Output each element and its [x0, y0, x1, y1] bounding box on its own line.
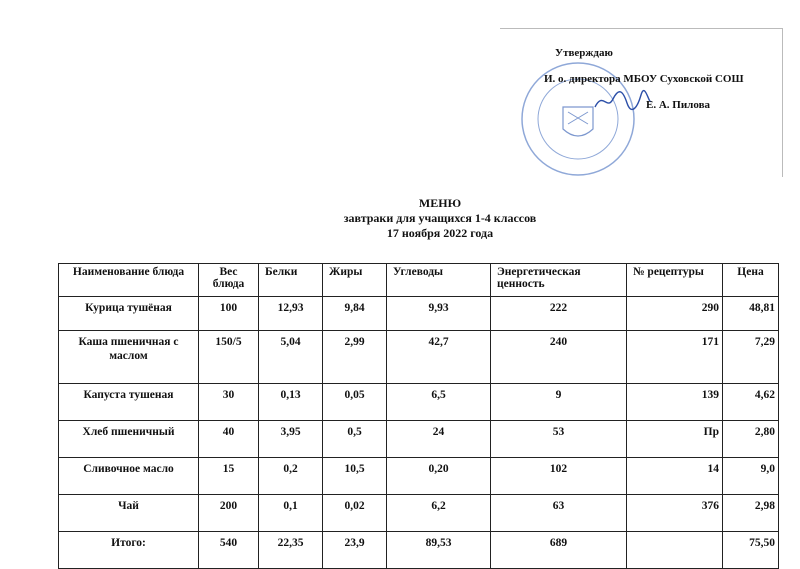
dish-price: 9,0 — [723, 458, 779, 495]
dish-weight: 150/5 — [199, 331, 259, 384]
total-proteins: 22,35 — [259, 532, 323, 569]
dish-name: Сливочное масло — [59, 458, 199, 495]
table-total-row — [59, 532, 779, 569]
dish-carbs: 9,93 — [387, 297, 491, 331]
dish-recipe: 14 — [627, 458, 723, 495]
dish-fats: 9,84 — [323, 297, 387, 331]
dish-weight: 15 — [199, 458, 259, 495]
dish-fats: 2,99 — [323, 331, 387, 384]
dish-recipe: 139 — [627, 384, 723, 421]
table-header-row — [59, 264, 779, 297]
dish-energy: 53 — [491, 421, 627, 458]
dish-proteins: 5,04 — [259, 331, 323, 384]
dish-proteins: 0,1 — [259, 495, 323, 532]
approval-block — [500, 28, 783, 177]
dish-fats: 0,5 — [323, 421, 387, 458]
dish-carbs: 42,7 — [387, 331, 491, 384]
table-row — [59, 495, 779, 532]
table-row — [59, 384, 779, 421]
dish-weight: 200 — [199, 495, 259, 532]
table-row — [59, 458, 779, 495]
dish-proteins: 3,95 — [259, 421, 323, 458]
menu-subtitle: завтраки для учащихся 1-4 классов — [343, 211, 537, 225]
dish-price: 4,62 — [723, 384, 779, 421]
dish-price: 7,29 — [723, 331, 779, 384]
dish-energy: 240 — [491, 331, 627, 384]
dish-proteins: 0,2 — [259, 458, 323, 495]
approval-line-2: И. о. директора МБОУ Суховской СОШ — [544, 73, 744, 85]
dish-recipe: 290 — [627, 297, 723, 331]
dish-weight: 30 — [199, 384, 259, 421]
dish-price: 2,98 — [723, 495, 779, 532]
menu-heading — [0, 196, 800, 241]
table-row — [59, 421, 779, 458]
dish-carbs: 24 — [387, 421, 491, 458]
dish-energy: 9 — [491, 384, 627, 421]
col-header-name: Наименование блюда — [59, 264, 199, 297]
dish-name: Каша пшеничная с маслом — [59, 331, 199, 384]
menu-title: МЕНЮ — [418, 196, 462, 210]
dish-name: Капуста тушеная — [59, 384, 199, 421]
dish-proteins: 12,93 — [259, 297, 323, 331]
menu-date: 17 ноября 2022 года — [386, 226, 494, 240]
dish-energy: 63 — [491, 495, 627, 532]
dish-recipe: Пр — [627, 421, 723, 458]
dish-fats: 0,05 — [323, 384, 387, 421]
dish-fats: 10,5 — [323, 458, 387, 495]
dish-fats: 0,02 — [323, 495, 387, 532]
dish-price: 2,80 — [723, 421, 779, 458]
col-header-price: Цена — [723, 264, 779, 297]
dish-weight: 100 — [199, 297, 259, 331]
dish-carbs: 6,2 — [387, 495, 491, 532]
col-header-fats: Жиры — [323, 264, 387, 297]
col-header-proteins: Белки — [259, 264, 323, 297]
total-carbs: 89,53 — [387, 532, 491, 569]
dish-name: Курица тушёная — [59, 297, 199, 331]
total-energy: 689 — [491, 532, 627, 569]
col-header-carbs: Углеводы — [387, 264, 491, 297]
dish-recipe: 376 — [627, 495, 723, 532]
dish-proteins: 0,13 — [259, 384, 323, 421]
total-recipe — [627, 532, 723, 569]
col-header-recipe: № рецептуры — [627, 264, 723, 297]
total-weight: 540 — [199, 532, 259, 569]
total-label: Итого: — [59, 532, 199, 569]
dish-energy: 222 — [491, 297, 627, 331]
col-header-energy: Энергетическая ценность — [491, 264, 627, 297]
dish-energy: 102 — [491, 458, 627, 495]
menu-table — [58, 263, 779, 569]
dish-recipe: 171 — [627, 331, 723, 384]
approval-line-1: Утверждаю — [555, 47, 613, 59]
total-fats: 23,9 — [323, 532, 387, 569]
dish-carbs: 6,5 — [387, 384, 491, 421]
dish-weight: 40 — [199, 421, 259, 458]
dish-price: 48,81 — [723, 297, 779, 331]
table-row — [59, 331, 779, 384]
approval-signatory: Е. А. Пилова — [646, 99, 711, 111]
total-price: 75,50 — [723, 532, 779, 569]
signature-icon — [593, 87, 653, 113]
dish-name: Хлеб пшеничный — [59, 421, 199, 458]
dish-name: Чай — [59, 495, 199, 532]
dish-carbs: 0,20 — [387, 458, 491, 495]
table-row — [59, 297, 779, 331]
col-header-weight: Вес блюда — [199, 264, 259, 297]
